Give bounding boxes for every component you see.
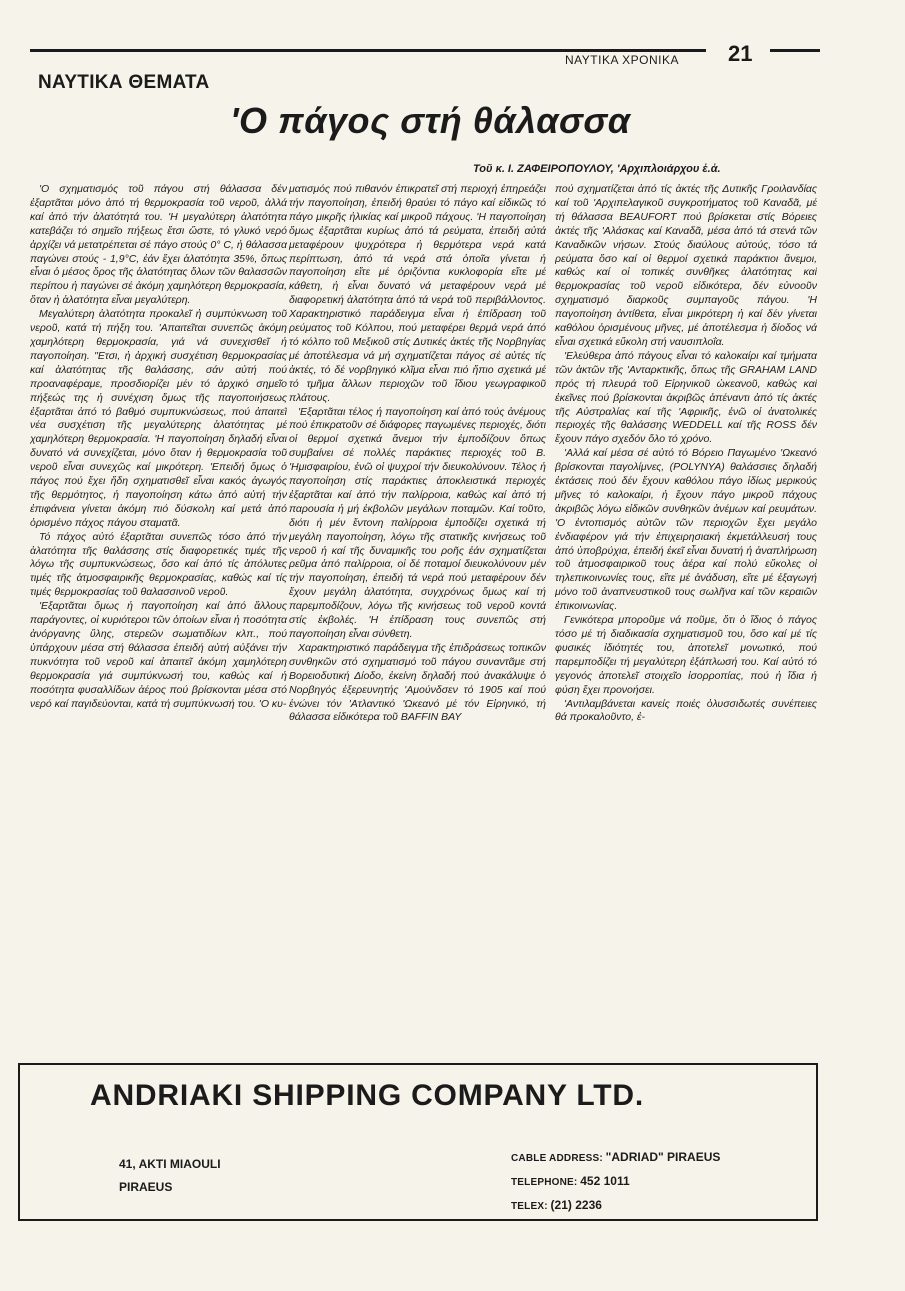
article-title: 'Ο πάγος στή θάλασσα bbox=[230, 100, 631, 141]
ad-address-line: PIRAEUS bbox=[119, 1180, 173, 1194]
ad-address bbox=[119, 1153, 221, 1199]
ad-telex-row bbox=[511, 1194, 720, 1218]
paragraph: 'Ο σχηματισμός τοῦ πάγου στή θάλασσα δέν ἐξαρτᾶται μόνο ἀπό τή θερμοκρασία τοῦ νεροῦ, ἀλλά καί ἀπό τήν ἁλατότητά του. 'Η μεγαλύτερη ἁλατότητα κατεβάζει τό σημεῖο πήξεως ἔτσι ὥστε, τό γλυκό νερό ἀρχίζει νά μετατρέπεται σέ πάγο στούς 0° C, ἡ θάλασσα παγώνει στούς - 1,9°C, ἐάν ἔχει ἁλατότητα 35%, ὅπως εἶναι ὁ μέσος ὅρος τῆς ἁλατότητας ὅλων τῶν θαλασσῶν περίπου ἡ παγώνει σέ ἀκόμη χαμηλότερη θερμοκρασία, ὅταν ἡ ἁλατότητα εἶναι μεγαλύτερη. bbox=[30, 183, 287, 307]
section-title: ΝΑΥΤΙΚΑ ΘΕΜΑΤΑ bbox=[38, 72, 210, 93]
paragraph: 'Εξαρτᾶται τέλος ἡ παγοποίηση καί ἀπό τούς ἀνέμους πού ἐπικρατοῦν σέ διάφορες παγωμένες περιοχές, διότι οἱ θερμοί σχετικά ἄνεμοι τήν ἐμποδίζουν ὅπως συμβαίνει σέ πολλές παράκτιες περιοχές τοῦ Β. 'Ημισφαιρίου, ἐνῶ οἱ ψυχροί τήν διευκολύνουν. Τέλος ἡ παγοποίηση στίς παράκτιες ἀποκλειστικά περιοχές ἐξαρτᾶται καί ἀπό τήν παλίρροια, καθώς καί ἀπό τή παρουσία ἡ μή ἐκβολῶν μεγάλων ποταμῶν. Καί τοῦτο, διότι ἡ μέν ἔντονη παλίρροια ἐμποδίζει σχετικά τή μεγάλη παγοποίηση, λόγω τῆς στατικῆς κινήσεως τοῦ νεροῦ ἡ καί τῆς δυναμικῆς του ροῆς ἐάν σχηματίζεται ρεῦμα ἀπό παλίρροια, οἱ δέ ποταμοί διευκολύνουν μέν τήν παγοποίηση, ἐπειδή τά νερά πού μεταφέρουν δέν ἔχουν μεγάλη ἁλατότητα, συγχρόνως ὅμως καί τή παρεμποδίζουν, λόγω τῆς κινήσεως τοῦ νεροῦ κοντά στίς ἐκβολές. 'Η ἐπίδραση τους συνεπῶς στή παγοποίηση εἶναι σύνθετη. bbox=[289, 405, 546, 640]
paragraph: 'Αλλά καί μέσα σέ αὐτό τό Βόρειο Παγωμένο 'Ωκεανό βρίσκονται παγολίμνες, (POLYNYA) θαλάσσιες δηλαδή ἐκτάσεις πού δέν ἔχουν καθόλου πάγο ἰδίως μερικούς μῆνες τό καλοκαίρι, ἡ ἔχουν πάγο μικροῦ πάχους ἀκριβῶς λόγω εἰδικῶν συνθηκῶν ἀνέμων καί ρευμάτων. 'Ο ἐντοπισμός αὐτῶν τῶν περιοχῶν ἔχει μεγάλο ἐνδιαφέρον γιά τήν ἐπιχειρησιακή ἐκμετάλλευσή τους ἀπό ὑποβρύχια, ἐπειδή ἐκεῖ εἶναι δυνατή ἡ ἀναπλήρωση τοῦ ἀτμοσφαιρικοῦ τους ἀέρα καί πολύ εὔκολες οἱ τηλεπικοινωνίες τους, εἴτε μέ ἀνάδυση, εἴτε μέ ἐξαγωγή μόνο τοῦ ἀναπνευστικοῦ τους σωλῆνα καί τῶν κεραιῶν ἐπικοινωνίας. bbox=[555, 447, 817, 613]
article-byline: Τοῦ κ. Ι. ΖΑΦΕΙΡΟΠΟΥΛΟΥ, 'Αρχιπλοιάρχου ἐ.ἀ. bbox=[473, 163, 721, 175]
ad-cable-label: CABLE ADDRESS: bbox=[511, 1153, 603, 1164]
text-column-1 bbox=[30, 183, 287, 1058]
paragraph: 'Ελεύθερα ἀπό πάγους εἶναι τό καλοκαίρι καί τμήματα τῶν ἀκτῶν τῆς 'Ανταρκτικῆς, ὅπως τῆς GRAHAM LAND πρός τή πλευρά τοῦ Εἰρηνικοῦ ὠκεανοῦ, καθώς καί ἐκεῖνες πού βρίσκονται ἀκριβῶς ἀπέναντι ἀπό τίς ἀκτές τῆς Αὐστραλίας καί τῆς 'Αφρικῆς, ἐνῶ οἱ ἀνατολικές περιοχές τῆς θαλάσσης WEDDELL καί τῆς ROSS δέν ἔχουν πάγο σχεδόν ὅλο τό χρόνο. bbox=[555, 349, 817, 446]
running-head: ΝΑΥΤΙΚΑ ΧΡΟΝΙΚΑ bbox=[565, 53, 679, 67]
text-column-2 bbox=[289, 183, 546, 1058]
ad-address-line: 41, AKTI MIAOULI bbox=[119, 1157, 221, 1171]
ad-cable-value: "ADRIAD" PIRAEUS bbox=[605, 1150, 721, 1164]
header-rule-left bbox=[30, 49, 706, 52]
page-number: 21 bbox=[728, 41, 753, 66]
ad-telex-value: (21) 2236 bbox=[550, 1198, 602, 1212]
text-column-3 bbox=[555, 183, 817, 1058]
paragraph: Γενικότερα μποροῦμε νά ποῦμε, ὅτι ὁ ἴδιος ὁ πάγος τόσο μέ τή διαδικασία σχηματισμοῦ του, ὅσο καί μέ τίς φυσικές ἰδιότητές του, ἀποτελεῖ μονωτικό, πού παρεμποδίζει τή μεγαλύτερη ἐξάπλωσή του. Καί αὐτό τό γεγονός ἀποτελεῖ στοιχεῖο ἰσορροπίας, πού ἡ ἴδια ἡ φύση ἔχει προνοήσει. bbox=[555, 614, 817, 696]
ad-telephone-row bbox=[511, 1170, 720, 1194]
paragraph: Μεγαλύτερη ἁλατότητα προκαλεῖ ἡ συμπύκνωση τοῦ νεροῦ, κατά τή πήξη του. 'Απαιτεῖται συνεπῶς ἀκόμη χαμηλότερη θερμοκρασία, γιά νά συνεχισθεῖ ἡ παγοποίηση. "Ετσι, ἡ ἀρχική συσχέτιση θερμοκρασίας καί ἁλατότητας τῆς θαλάσσης, σάν αὐτή πού προαναφέραμε, προσδιορίζει μέν τό ἀρχικό σημεῖο πήξεώς της ἡ συνέχιση ὅμως τῆς παγοποιήσεως ἐξαρτᾶται ἀπό τό βαθμό συμπυκνώσεως, πού ἀπαιτεῖ νέα συσχέτιση τῆς μεγαλύτερης ἁλατότητας μέ χαμηλότερη θερμοκρασία. 'Η παγοποίηση δηλαδή εἶναι δυνατό νά συνεχίζεται, μόνο ὅταν ἡ θερμοκρασία τοῦ νεροῦ εἶναι συνεχῶς καί μικρότερη. 'Επειδή ὅμως ὁ πάγος πού ἔχει ἤδη σχηματισθεῖ εἶναι κακός ἀγωγός τῆς θερμότητος, ἡ παγοποίηση κάτω ἀπό αὐτή τήν ἐπιφάνεια γίνεται ἀκόμη πιό δύσκολη καί μετά ἀπό ὁρισμένο πάχος πάγου σταματᾶ. bbox=[30, 308, 287, 529]
ad-telephone-label: TELEPHONE: bbox=[511, 1177, 578, 1188]
advertisement-box bbox=[18, 1063, 818, 1221]
paragraph: 'Αντιλαμβάνεται κανείς ποιές ὀλυσσιδωτές συνέπειες θά προκαλοῦντο, ἐ- bbox=[555, 697, 817, 724]
paragraph: Τό πάχος αὐτό ἐξαρτᾶται συνεπῶς τόσο ἀπό τήν ἁλατότητα τῆς θαλάσσης στίς διαφορετικές τιμές τῆς λόγω τῆς συμπυκνώσεως, ὅσο καί ἀπό τίς ἀπόλυτες τιμές τῆς ἀτμοσφαιρικῆς θερμοκρασίας, καθώς καί τίς τιμές θερμοκρασίας τοῦ θαλασσινοῦ νεροῦ. bbox=[30, 530, 287, 599]
header-rule-right bbox=[770, 49, 820, 52]
paragraph: 'Εξαρτᾶται ὅμως ἡ παγοποίηση καί ἀπό ἄλλους παράγοντες, οἱ κυριότεροι τῶν ὁποίων εἶναι ἡ ποσότητα ἀνόργανης ὕλης, στερεῶν σωματιδίων κλπ., πού ὑπάρχουν μέσα στή θάλασσα ἐπειδή αὐτή αὐξάνει τήν πυκνότητα τοῦ νεροῦ καί ἀπαιτεῖ ἀκόμη χαμηλότερη θερμοκρασία γιά συμπύκνωσή του, καθώς καί ἡ ποσότητα φυσαλλίδων ἀέρος πού βρίσκονται μέσα στό νερό καί παγιδεύονται, κατά τή συμπύκνωσή του. 'Ο κυ- bbox=[30, 600, 287, 710]
paragraph: πού σχηματίζεται ἀπό τίς ἀκτές τῆς Δυτικῆς Γροιλανδίας καί τοῦ 'Αρχιπελαγικοῦ συγκροτήματος τοῦ Καναδᾶ, μέ τή θάλασσα BEAUFORT πού βρίσκεται στίς Βόρειες ἀκτές τῆς 'Αλάσκας καί Καναδᾶ, μέσα ἀπό τά στενά τῶν Καναδικῶν νήσων. Στούς διαύλους αὐτούς, τόσο τά ρεύματα ὅσο καί οἱ θερμοί σχετικά παράκτιοι ἄνεμοι, καθώς καί οἱ τοπικές συνθῆκες ἁλατότητας καί θερμοκρασίας τοῦ νεροῦ εἰδικότερα, δέν εὐνοοῦν σχηματισμό διαρκοῦς συμπαγοῦς πάγου. 'Η παγοποίηση ἀντίθετα, εἶναι μικρότερη ἡ καί δέν γίνεται καθόλου ὁρισμένους μῆνες, μέ ἀποτέλεσμα ἡ δίοδος νά εἶναι σχετικά εὔκολη στή ναυσιπλοΐα. bbox=[555, 183, 817, 348]
ad-telephone-value: 452 1011 bbox=[580, 1174, 630, 1188]
ad-telex-label: TELEX: bbox=[511, 1201, 548, 1212]
ad-company-name: ANDRIAKI SHIPPING COMPANY LTD. bbox=[90, 1079, 645, 1112]
ad-cable-row bbox=[511, 1146, 720, 1170]
ad-contacts bbox=[511, 1146, 720, 1218]
paragraph: Χαρακτηριστικό παράδειγμα τῆς ἐπιδράσεως τοπικῶν συνθηκῶν στό σχηματισμό τοῦ πάγου συναντᾶμε στή Βορειοδυτική Δίοδο, ἐκείνη δηλαδή πού ἀνακάλυψε ὁ Νορβηγός ἐξερευνητής 'Αμούνδσεν τό 1905 καί πού ἑνώνει τόν 'Ατλαντικό 'Ωκεανό μέ τόν Εἰρηνικό, τή θάλασσα εἰδικότερα τοῦ BAFFIN BAY bbox=[289, 641, 546, 724]
paragraph: ματισμός πού πιθανόν ἐπικρατεῖ στή περιοχή ἐπηρεάζει τήν παγοποίηση, ἐπειδή θραύει τό πάγο καί εἰδικῶς τό πάγο μικρῆς ἡλικίας καί μικροῦ πάχους. 'Η παγοποίηση ὅμως ἐξαρτᾶται κυρίως ἀπό τά ρεύματα, ἐπειδή αὐτά μεταφέρουν ψυχρότερα ἡ θερμότερα νερά κατά περίπτωση, ἀπό τά νερά στά ὁποῖα γίνεται ἡ παγοποίηση εἴτε μέ ὁριζόντια κυκλοφορία εἴτε μέ κάθετη, ἡ εἶναι δυνατό νά μεταφέρουν νερά μέ διαφορετική ἁλατότητα ἀπό τά νερά τοῦ περιβάλλοντος. Χαρακτηριστικό παράδειγμα εἶναι ἡ ἐπίδραση τοῦ ρεύματος τοῦ Κόλπου, πού μεταφέρει θερμά νερά ἀπό τό κόλπο τοῦ Μεξικοῦ στίς Δυτικές ἀκτές τῆς Νορβηγίας μέ ἀποτέλεσμα νά μή σχηματίζεται πάγος σέ αὐτές τίς ἀκτές, τό δέ νορβηγικό κλῖμα εἶναι πιό ἤπιο σχετικά μέ τό τμῆμα ἄλλων περιοχῶν τοῦ ἴδιου γεωγραφικοῦ πλάτους. bbox=[289, 183, 546, 404]
